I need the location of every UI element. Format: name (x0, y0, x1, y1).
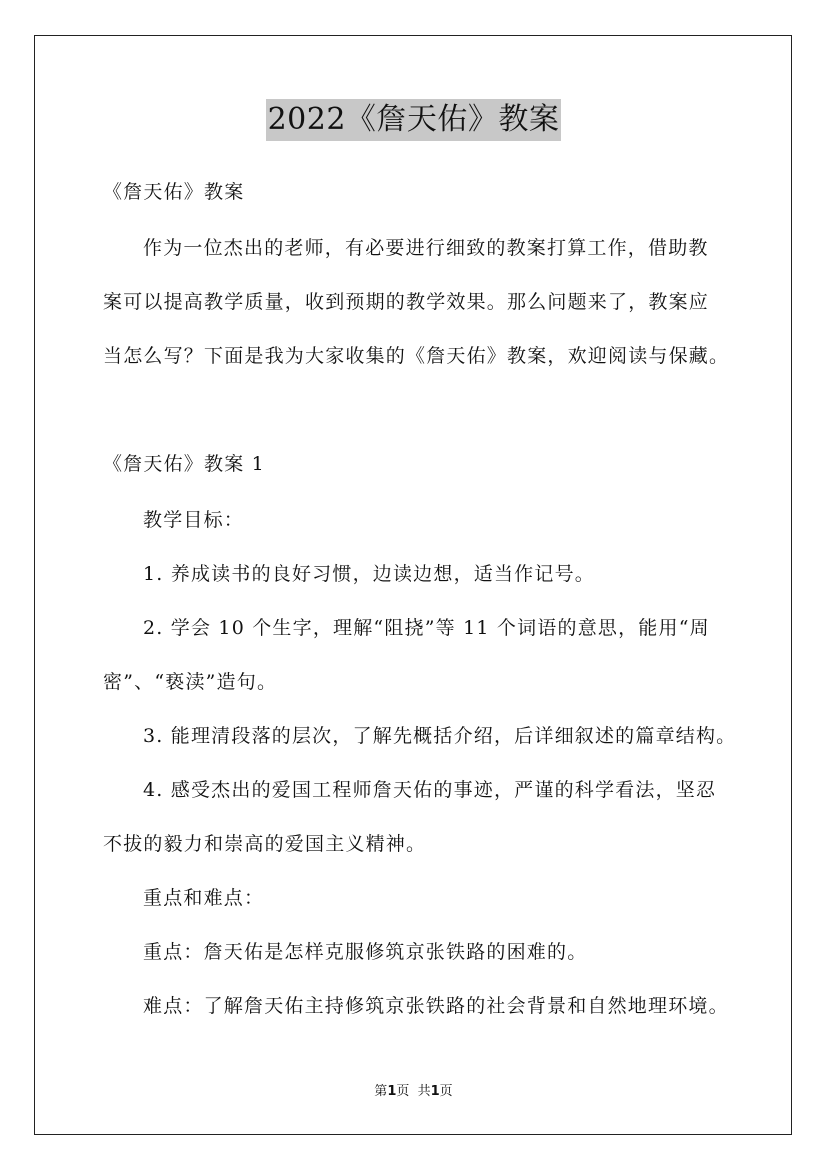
goal-item-4-line-2: 不拔的毅力和崇高的爱国主义精神。 (103, 833, 427, 855)
document-title: 2022《詹天佑》教案 (266, 99, 562, 141)
goal-item-2-line-2: 密”、“亵渎”造句。 (103, 671, 278, 693)
page-footer (0, 1083, 827, 1101)
footer-page-prefix: 第 (374, 1084, 388, 1099)
goals-heading: 教学目标： (143, 509, 245, 531)
keypoint-text: 重点：詹天佑是怎样克服修筑京张铁路的困难的。 (143, 941, 588, 963)
footer-page-suffix: 页 (439, 1084, 453, 1099)
footer-page-total: 1 (430, 1084, 440, 1099)
intro-line-2: 案可以提高教学质量，收到预期的教学效果。那么问题来了，教案应 (103, 291, 710, 313)
goal-item-4-line-1: 4. 感受杰出的爱国工程师詹天佑的事迹，严谨的科学看法，坚忍 (143, 779, 717, 801)
keypoints-heading: 重点和难点： (143, 887, 265, 909)
goal-item-3: 3. 能理清段落的层次，了解先概括介绍，后详细叙述的篇章结构。 (143, 725, 737, 747)
section-heading: 《詹天佑》教案 1 (103, 453, 265, 475)
intro-line-1: 作为一位杰出的老师，有必要进行细致的教案打算工作，借助教 (143, 237, 709, 259)
difficulty-text: 难点：了解詹天佑主持修筑京张铁路的社会背景和自然地理环境。 (143, 995, 729, 1017)
document-subtitle: 《詹天佑》教案 (103, 181, 245, 203)
goal-item-1: 1. 养成读书的良好习惯，边读边想，适当作记号。 (143, 563, 595, 585)
footer-page-number: 1 (387, 1084, 397, 1099)
goal-item-2-line-1: 2. 学会 10 个生字，理解“阻挠”等 11 个词语的意思，能用“周 (143, 617, 710, 639)
intro-line-3: 当怎么写？下面是我为大家收集的《詹天佑》教案，欢迎阅读与保藏。 (103, 345, 730, 367)
title-container (0, 99, 827, 141)
footer-page-mid: 页 共 (396, 1084, 431, 1099)
